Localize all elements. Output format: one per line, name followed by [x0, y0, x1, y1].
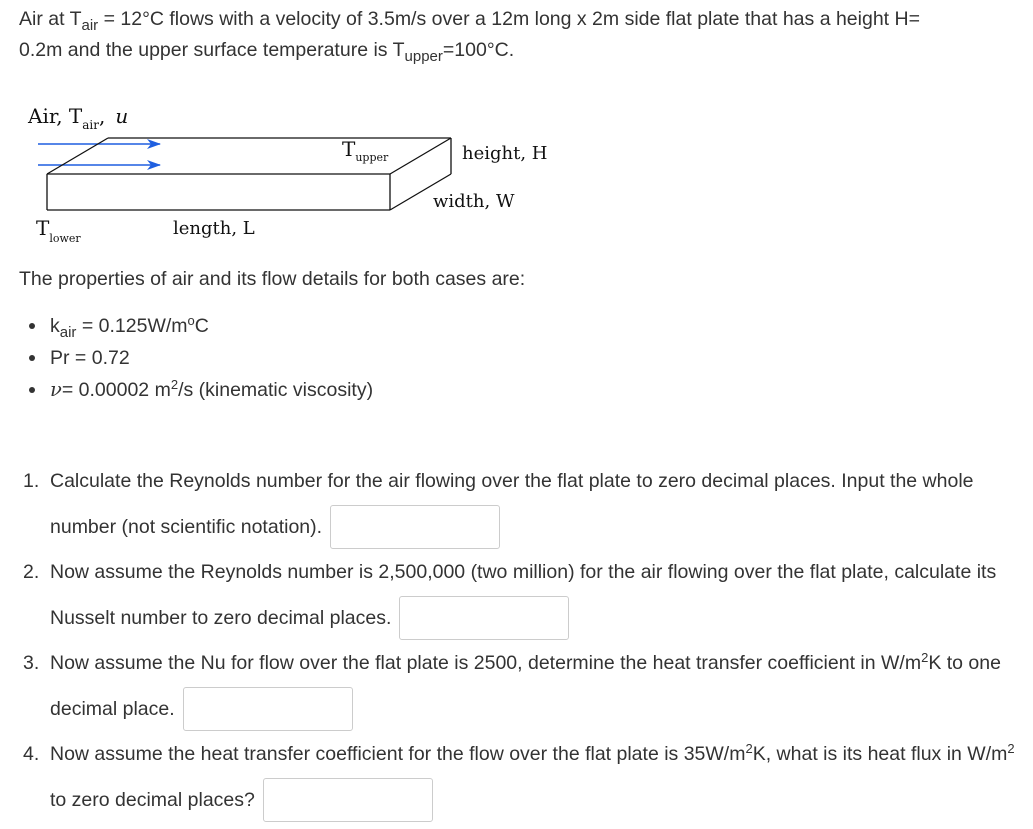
answer-input-2[interactable]	[399, 596, 569, 640]
list-item: ν= 0.00002 $m^2/s$ (kinematic viscosity)	[50, 374, 373, 406]
question-text: K, what is its heat flux in W/m	[752, 743, 1008, 765]
t-upper-label: $T_{upper}$	[342, 137, 389, 164]
intro-text: Air at T	[19, 8, 82, 30]
properties-heading: The properties of air and its flow details for both cases are:	[19, 268, 526, 290]
question-text: to zero decimal places?	[50, 788, 255, 811]
answer-input-4[interactable]	[263, 778, 433, 822]
flat-plate-diagram	[0, 92, 600, 252]
question-text: Now assume the Nu for flow over the flat plate is 2500, determine the heat transfer coefficient in W/m	[50, 652, 922, 674]
intro-subscript: air	[81, 17, 99, 34]
intro-text: 0.2m and the upper surface temperature is T	[19, 39, 405, 61]
answer-input-1[interactable]	[330, 505, 500, 549]
intro-text: = 12°C flows with a velocity of 3.5m/s over a 12m long x 2m side flat plate that has a height H=	[98, 8, 920, 30]
length-label: length, L	[173, 218, 255, 239]
question-3: 3. Now assume the Nu for flow over the flat plate is 2500, determine the heat transfer coefficient in $W/m^2K$ to one decimal place.	[19, 641, 1029, 732]
problem-statement	[19, 4, 1019, 66]
question-text: Now assume the heat transfer coefficient for the flow over the flat plate is 35W/m	[50, 743, 746, 765]
question-text: K to one decimal place.	[50, 652, 1001, 720]
properties-list	[19, 310, 373, 406]
list-item: Pr = 0.72	[50, 342, 373, 374]
height-label: height, H	[462, 143, 548, 164]
list-item: $k_{air} = 0.125W/m^oC$	[50, 310, 373, 342]
question-list	[19, 459, 1029, 823]
width-label: width, W	[433, 191, 515, 212]
t-lower-label: $T_{lower}$	[36, 216, 81, 245]
intro-text: =100°C.	[442, 39, 515, 61]
plate-box	[47, 138, 451, 210]
question-4: 4. Now assume the heat transfer coefficient for the flow over the flat plate is $35W/m^2K$, what is its heat flux in $W/m^2$ to zero decimal places?	[19, 732, 1029, 823]
intro-subscript: upper	[404, 48, 443, 65]
question-1: 1. Calculate the Reynolds number for the air flowing over the flat plate to zero decimal places. Input the whole number (not scientific notation).	[19, 459, 1029, 550]
question-2: 2. Now assume the Reynolds number is 2,500,000 (two million) for the air flowing over the flat plate, calculate its Nusselt number to zero decimal places.	[19, 550, 1029, 641]
question-text: Calculate the Reynolds number for the air flowing over the flat plate to zero decimal places. Input the whole number (not scientific notation).	[50, 470, 974, 538]
air-label: Air, $T_{air}$, u	[28, 104, 129, 132]
question-text: Now assume the Reynolds number is 2,500,000 (two million) for the air flowing over the flat plate, calculate its Nusselt number to zero decimal places.	[50, 561, 997, 629]
answer-input-3[interactable]	[183, 687, 353, 731]
